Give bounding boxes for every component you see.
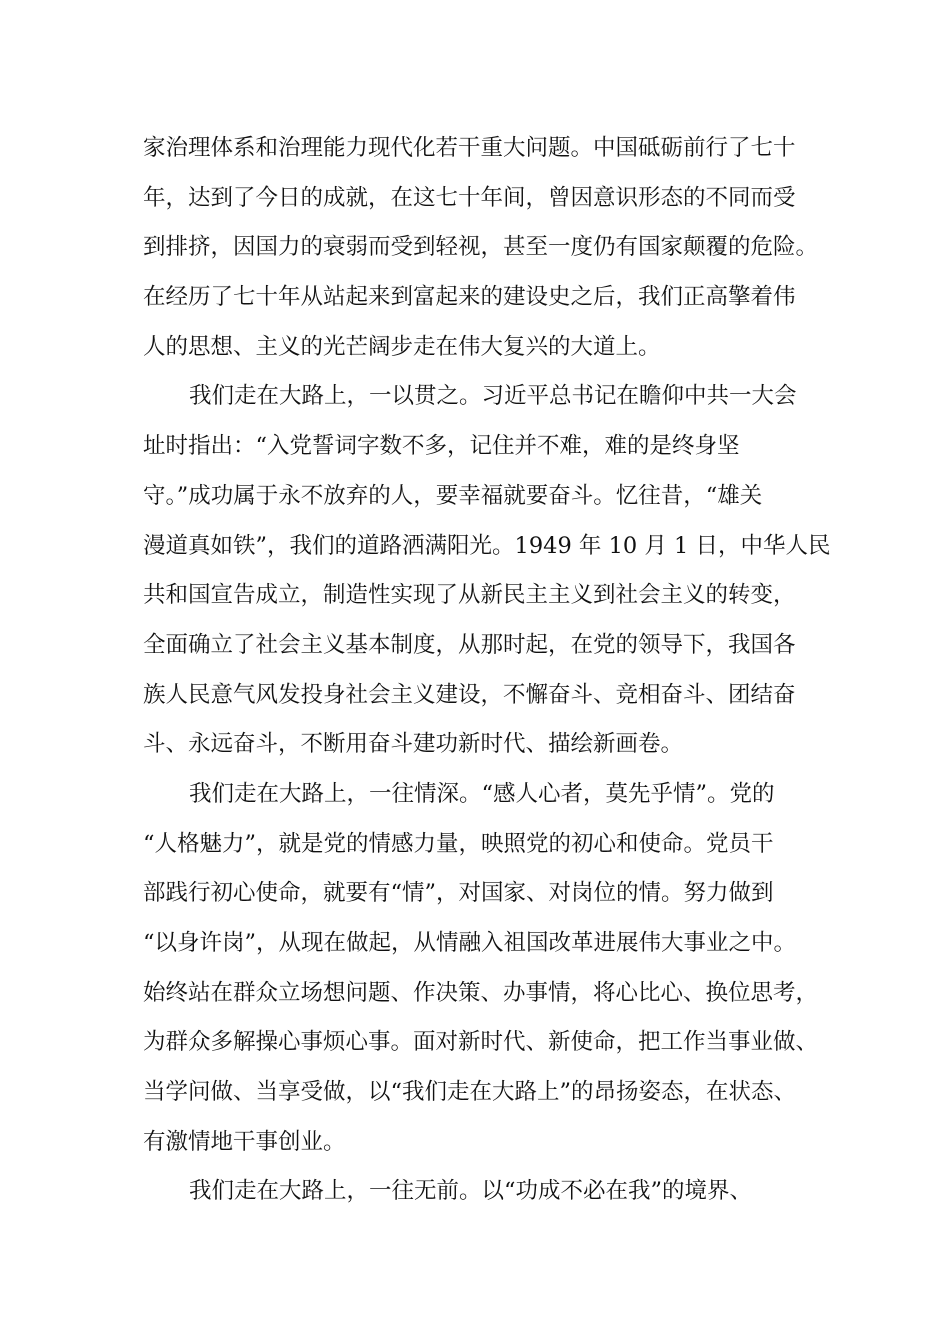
text-line: 守。”成功属于永不放弃的人，要幸福就要奋斗。忆往昔，“雄关 [143, 482, 763, 509]
text-line: 有激情地干事创业。 [143, 1128, 346, 1155]
text-line: 年，达到了今日的成就，在这七十年间，曾因意识形态的不同而受 [143, 184, 796, 211]
text-line: 始终站在群众立场想问题、作决策、办事情，将心比心、换位思考， [143, 979, 819, 1006]
text-line: 漫道真如铁”，我们的道路洒满阳光。1949 年 10 月 1 日，中华人民 [143, 532, 831, 559]
text-line: 址时指出：“入党誓词字数不多，记住并不难，难的是终身坚 [143, 433, 740, 460]
text-line: 共和国宣告成立，制造性实现了从新民主主义到社会主义的转变， [143, 582, 796, 609]
paragraph-first-line: 我们走在大路上，一以贯之。习近平总书记在瞻仰中共一大会 [189, 383, 797, 410]
text-line: 在经历了七十年从站起来到富起来的建设史之后，我们正高擎着伟 [143, 284, 796, 311]
text-line: 部践行初心使命，就要有“情”，对国家、对岗位的情。努力做到 [143, 880, 774, 907]
text-line: 全面确立了社会主义基本制度，从那时起，在党的领导下，我国各 [143, 631, 796, 658]
paragraph-first-line: 我们走在大路上，一往情深。“感人心者，莫先乎情”。党的 [189, 780, 775, 807]
text-line: “以身许岗”，从现在做起，从情融入祖国改革进展伟大事业之中。 [143, 930, 797, 956]
document-body [143, 124, 831, 1217]
text-line: 人的思想、主义的光芒阔步走在伟大复兴的大道上。 [143, 333, 661, 360]
text-line: 家治理体系和治理能力现代化若干重大问题。中国砥砺前行了七十 [143, 135, 796, 161]
text-line: 斗、永远奋斗，不断用奋斗建功新时代、描绘新画卷。 [143, 731, 684, 758]
text-line: 当学问做、当享受做，以“我们走在大路上”的昂扬姿态，在状态、 [143, 1079, 797, 1106]
text-line: 到排挤，因国力的衰弱而受到轻视，甚至一度仍有国家颠覆的危险。 [143, 234, 819, 261]
text-line: 族人民意气风发投身社会主义建设，不懈奋斗、竞相奋斗、团结奋 [143, 681, 796, 708]
paragraph-first-line: 我们走在大路上，一往无前。以“功成不必在我”的境界、 [189, 1178, 753, 1205]
text-line: “人格魅力”，就是党的情感力量，映照党的初心和使命。党员干 [143, 830, 774, 857]
text-line: 为群众多解操心事烦心事。面对新时代、新使命，把工作当事业做、 [143, 1029, 819, 1056]
